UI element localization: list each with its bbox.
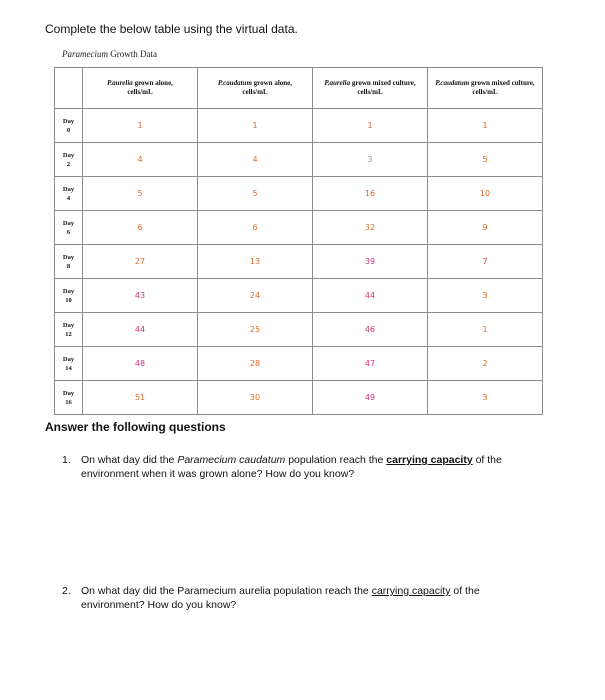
value-cell[interactable]: 44 [313,279,428,313]
question-1 [62,453,541,481]
caption-italic: Paramecium [62,49,108,59]
value-cell[interactable]: 5 [83,177,198,211]
header-unit: cells/mL [242,88,268,96]
question-text-part: population reach the [285,454,387,466]
header-aurelia-mixed [313,68,428,109]
value-cell[interactable]: 48 [83,347,198,381]
value-cell[interactable]: 2 [428,347,543,381]
value-cell[interactable]: 3 [428,279,543,313]
table-row [55,245,543,279]
header-text: grown alone, [253,79,293,87]
value-cell[interactable]: 43 [83,279,198,313]
value-cell[interactable]: 49 [313,381,428,415]
value-cell[interactable]: 47 [313,347,428,381]
day-number: 10 [65,296,72,304]
day-number: 2 [66,160,71,168]
value-cell[interactable]: 6 [83,211,198,245]
day-cell [55,381,83,415]
value-cell[interactable]: 25 [198,313,313,347]
value-cell[interactable]: 30 [198,381,313,415]
day-label: Day [62,253,75,261]
table-row [55,177,543,211]
value-cell[interactable]: 51 [83,381,198,415]
header-unit: cells/mL [357,88,383,96]
question-text-part: On what day did the [81,454,178,466]
value-cell[interactable]: 1 [428,313,543,347]
question-text-part: On what day did the Paramecium aurelia population reach the [81,585,372,597]
value-cell[interactable]: 1 [198,109,313,143]
value-cell[interactable]: 46 [313,313,428,347]
question-number: 1. [62,454,71,466]
day-label: Day [62,151,75,159]
table-row [55,279,543,313]
header-text: grown alone, [134,79,173,87]
table-row [55,143,543,177]
day-cell [55,347,83,381]
value-cell[interactable]: 44 [83,313,198,347]
table-row [55,381,543,415]
key-term: carrying capacity [386,454,473,466]
instructions: Complete the below table using the virtual data. [45,22,298,36]
table-header-row [55,68,543,109]
table-caption [62,49,157,59]
header-aurelia-alone [83,68,198,109]
question-text-part: of the environment when it was grown alone? How do you know? [81,454,502,480]
value-cell[interactable]: 28 [198,347,313,381]
value-cell[interactable]: 32 [313,211,428,245]
header-species: P.caudatum [435,79,470,87]
day-cell [55,245,83,279]
value-cell[interactable]: 1 [428,109,543,143]
day-number: 0 [66,126,71,134]
header-unit: cells/mL [472,88,498,96]
day-label: Day [62,219,75,227]
day-number: 12 [65,330,72,338]
day-number: 14 [65,364,72,372]
value-cell[interactable]: 3 [428,381,543,415]
day-cell [55,279,83,313]
day-label: Day [62,287,75,295]
day-label: Day [62,117,75,125]
header-caudatum-mixed [428,68,543,109]
day-label: Day [62,321,75,329]
value-cell[interactable]: 13 [198,245,313,279]
header-species: P.caudatum [217,79,252,87]
table-row [55,347,543,381]
day-cell [55,177,83,211]
header-species: P.aurelia [324,79,351,87]
day-cell [55,109,83,143]
value-cell[interactable]: 6 [198,211,313,245]
value-cell[interactable]: 7 [428,245,543,279]
question-2 [62,584,541,612]
growth-data-table [54,67,543,415]
day-label: Day [62,355,75,363]
value-cell[interactable]: 24 [198,279,313,313]
table-row [55,211,543,245]
header-corner [55,68,83,109]
question-text [81,584,541,612]
value-cell[interactable]: 5 [198,177,313,211]
question-text-part: of the environment? How do you know? [81,585,480,611]
table-row [55,313,543,347]
table-row [55,109,543,143]
answer-heading: Answer the following questions [45,420,226,434]
value-cell[interactable]: 1 [313,109,428,143]
day-cell [55,143,83,177]
question-number: 2. [62,585,71,597]
value-cell[interactable]: 27 [83,245,198,279]
caption-rest: Growth Data [110,49,157,59]
day-number: 4 [66,194,71,202]
day-number: 16 [65,398,72,406]
value-cell[interactable]: 1 [83,109,198,143]
header-text: grown mixed culture, [470,79,535,87]
day-cell [55,211,83,245]
header-caudatum-alone [198,68,313,109]
header-unit: cells/mL [127,88,153,96]
value-cell[interactable]: 5 [428,143,543,177]
day-label: Day [62,389,75,397]
value-cell[interactable]: 9 [428,211,543,245]
value-cell[interactable]: 4 [83,143,198,177]
value-cell[interactable]: 4 [198,143,313,177]
value-cell[interactable]: 39 [313,245,428,279]
value-cell[interactable]: 10 [428,177,543,211]
key-term: carrying capacity [371,585,451,597]
day-number: 6 [66,228,71,236]
header-species: P.aurelia [107,79,133,87]
day-label: Day [62,185,75,193]
day-cell [55,313,83,347]
day-number: 8 [66,262,71,270]
species-name: Paramecium caudatum [177,454,286,466]
header-text: grown mixed culture, [351,79,416,87]
question-text [81,453,541,481]
value-cell[interactable]: 3 [313,143,428,177]
value-cell[interactable]: 16 [313,177,428,211]
